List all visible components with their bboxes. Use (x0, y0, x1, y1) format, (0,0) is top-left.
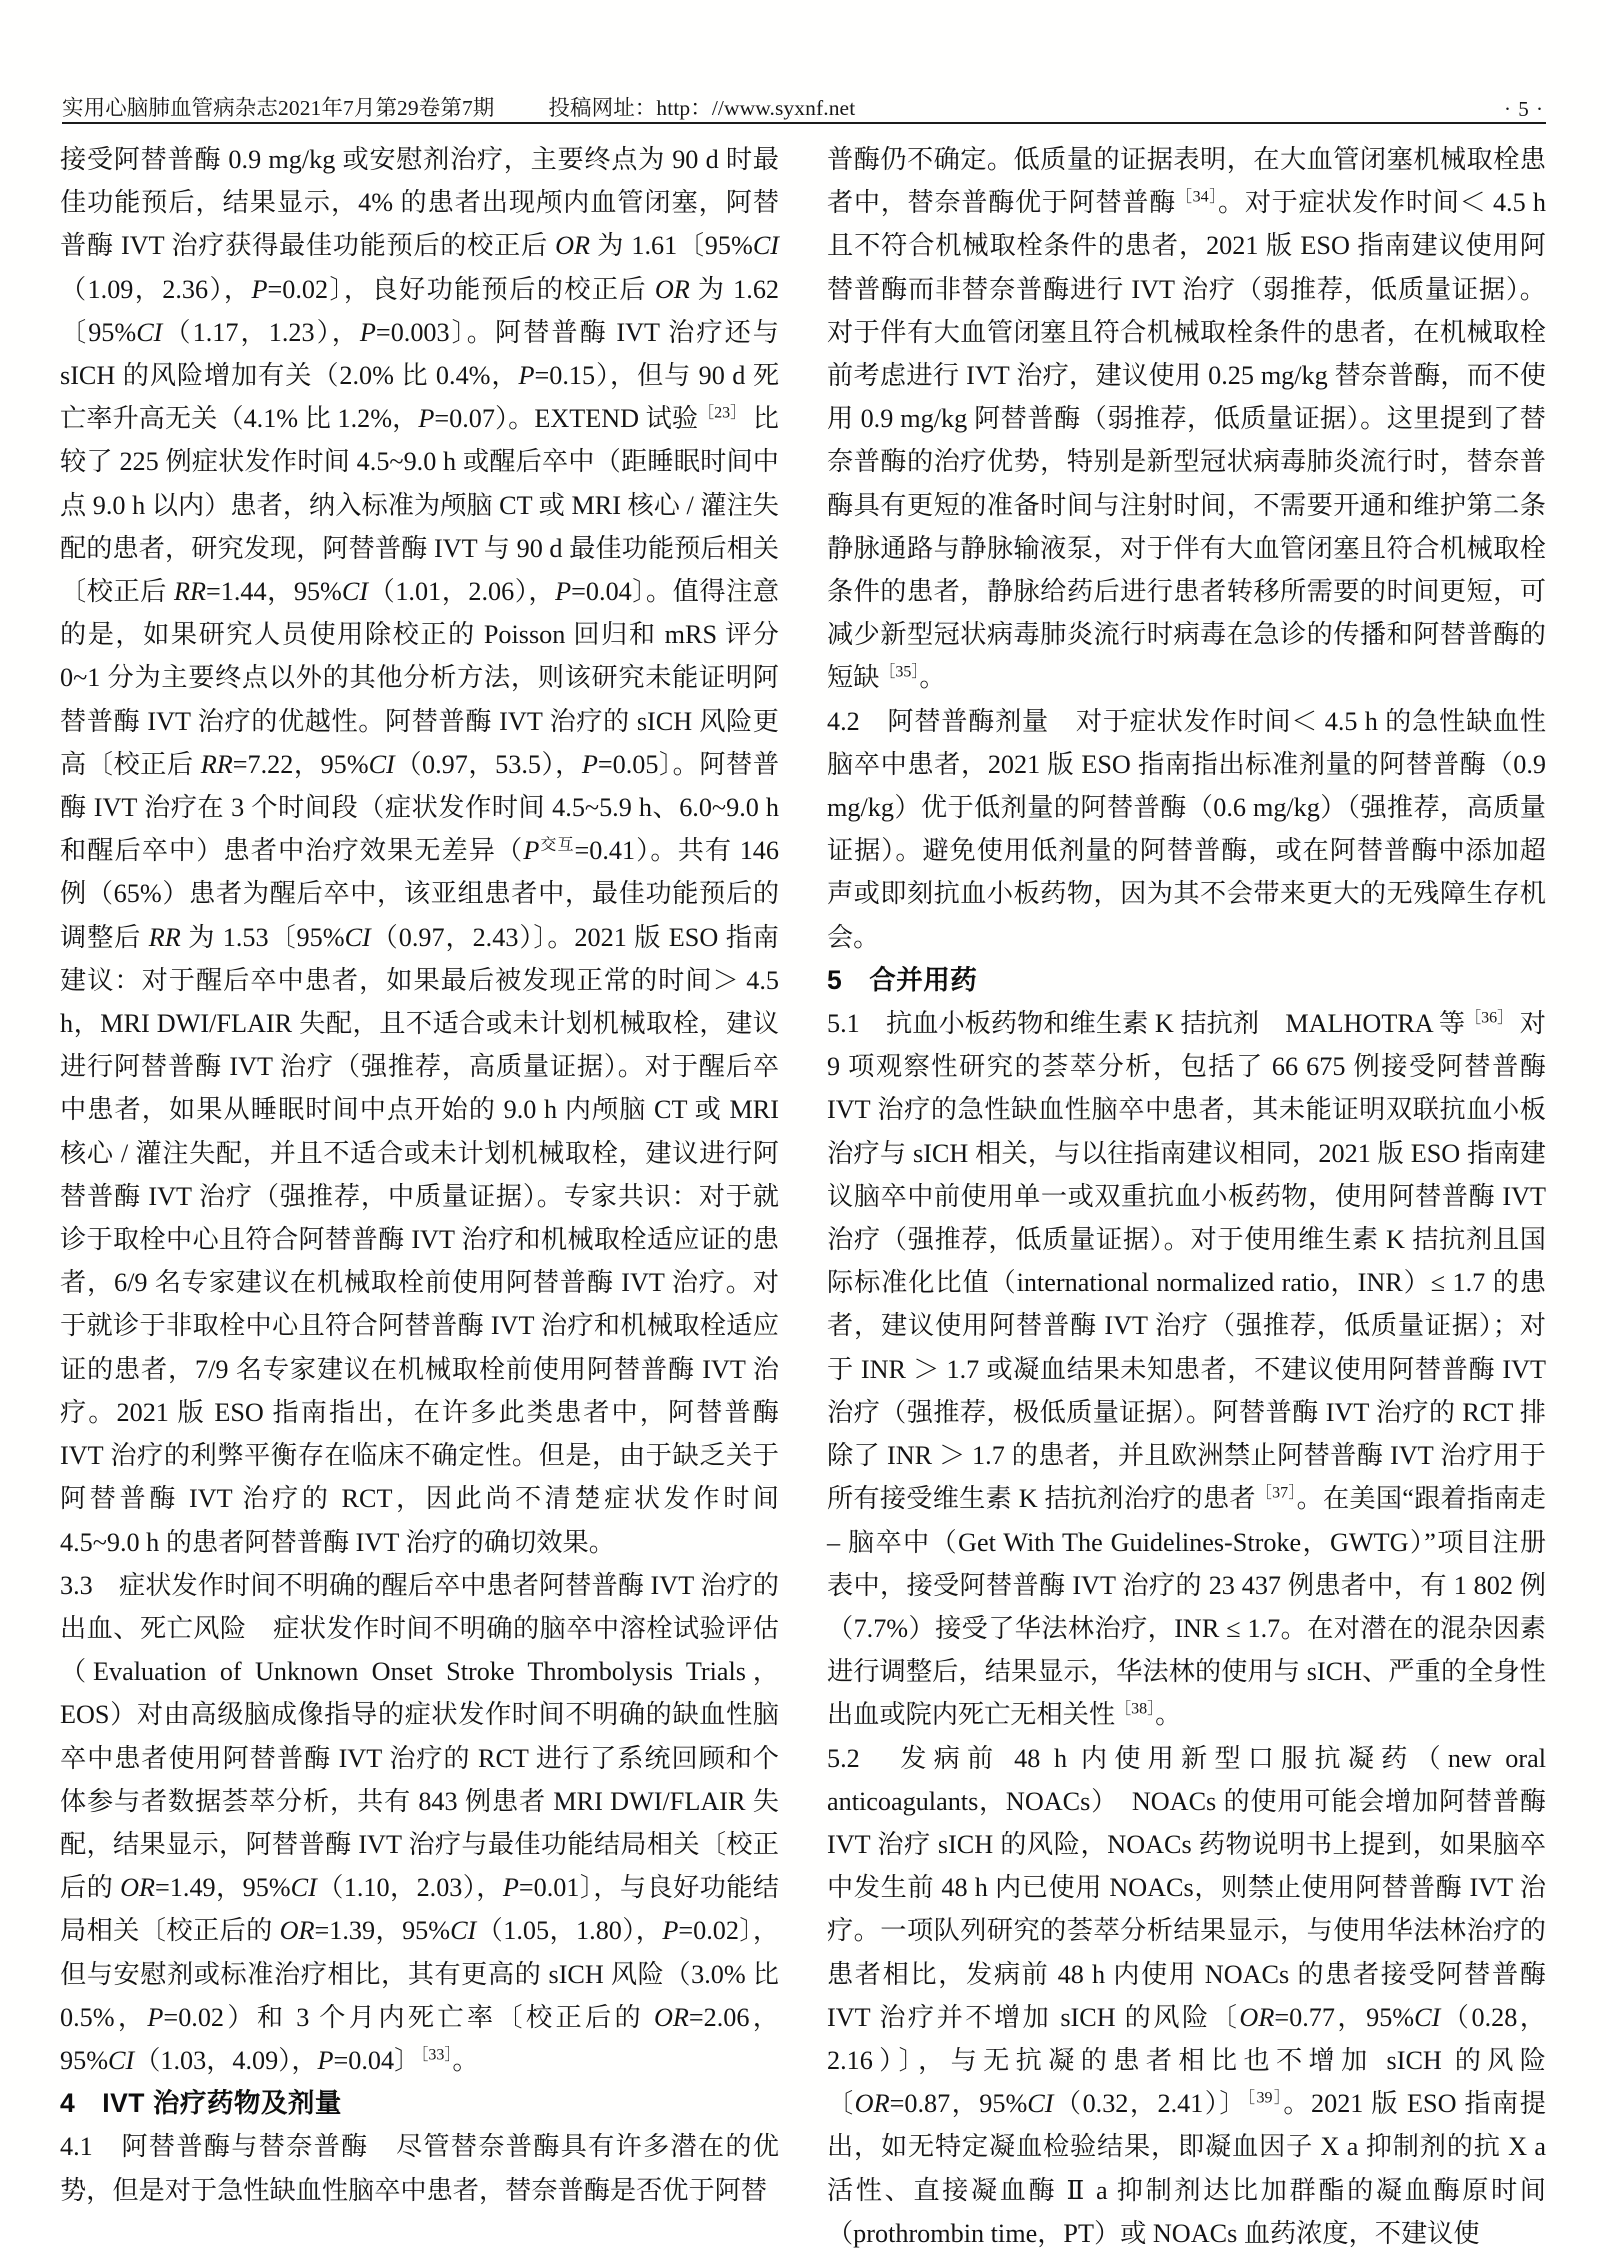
paragraph-section-4-1: 4.1 阿替普酶与替奈普酶 尽管替奈普酶具有许多潜在的优势，但是对于急性缺血性脑卒中患者，替奈普酶是否优于阿替 (60, 2132, 779, 2205)
column-right (827, 138, 1546, 2255)
heading-section-4: 4 IVT 治疗药物及剂量 (60, 2088, 342, 2119)
running-head-journal: 实用心脑肺血管病杂志2021年7月第29卷第7期 (62, 96, 495, 120)
page-number: · 5 · (1504, 97, 1544, 121)
paragraph-section-4-2: 4.2 阿替普酶剂量 对于症状发作时间＜ 4.5 h 的急性缺血性脑卒中患者，2021 版 ESO 指南指出标准剂量的阿替普酶（0.9 mg/kg）优于低剂量的阿替普酶（0.6 mg/kg）（强推荐，高质量证据）。避免使用低剂量的阿替普酶，或在阿替普酶中添加超声或即刻抗血小板药物，因为其不会带来更大的无残障生存机会。 (827, 706, 1546, 952)
column-left (60, 138, 779, 2212)
paragraph-section-5-1: 5.1 抗血小板药物和维生素 K 拮抗剂 MALHOTRA 等$^{[36]}$ 对 9 项观察性研究的荟萃分析，包括了 66 675 例接受阿替普酶 IVT 治疗的急性缺血性脑卒中患者，其未能证明双联抗血小板治疗与 sICH 相关，与以往指南建议相同，2021 版 ESO 指南建议脑卒中前使用单一或双重抗血小板药物，使用阿替普酶 IVT 治疗（强推荐，低质量证据）。对于使用维生素 K 拮抗剂且国际标准化比值（international normalized ratio，INR）≤ 1.7 的患者，建议使用阿替普酶 IVT 治疗（强推荐，低质量证据）；对于 INR ＞ 1.7 或凝血结果未知患者，不建议使用阿替普酶 IVT 治疗（强推荐，极低质量证据）。阿替普酶 IVT 治疗的 RCT 排除了 INR ＞ 1.7 的患者，并且欧洲禁止阿替普酶 IVT 治疗用于所有接受维生素 K 拮抗剂治疗的患者$^{[37]}$。在美国“跟着指南走 – 脑卒中（Get With The Guidelines-Stroke，GWTG）”项目注册表中，接受阿替普酶 IVT 治疗的 23 437 例患者中，有 1 802 例（7.7%）接受了华法林治疗，INR ≤ 1.7。在对潜在的混杂因素进行调整后，结果显示，华法林的使用与 sICH、严重的全身性出血或院内死亡无相关性$^{[38]}$。 (827, 1009, 1546, 1730)
paragraph: 接受阿替普酶 0.9 mg/kg 或安慰剂治疗，主要终点为 90 d 时最佳功能预后，结果显示，4% 的患者出现颅内血管闭塞，阿替普酶 IVT 治疗获得最佳功能预后的校正后 OR 为 1.61〔95%CI（1.09，2.36），P=0.02〕，良好功能预后的校正后 OR 为 1.62〔95%CI（1.17，1.23），P=0.003〕。阿替普酶 IVT 治疗还与 sICH 的风险增加有关（2.0% 比 0.4%，P=0.15），但与 90 d 死亡率升高无关（4.1% 比 1.2%，P=0.07）。EXTEND 试验$^{[23]}$ 比较了 225 例症状发作时间 4.5~9.0 h 或醒后卒中（距睡眠时间中点 9.0 h 以内）患者，纳入标准为颅脑 CT 或 MRI 核心 / 灌注失配的患者，研究发现，阿替普酶 IVT 与 90 d 最佳功能预后相关〔校正后 RR=1.44，95%CI（1.01，2.06），P=0.04〕。值得注意的是，如果研究人员使用除校正的 Poisson 回归和 mRS 评分 0~1 分为主要终点以外的其他分析方法，则该研究未能证明阿替普酶 IVT 治疗的优越性。阿替普酶 IVT 治疗的 sICH 风险更高〔校正后 RR=7.22，95%CI（0.97，53.5），P=0.05〕。阿替普酶 IVT 治疗在 3 个时间段（症状发作时间 4.5~5.9 h、6.0~9.0 h 和醒后卒中）患者中治疗效果无差异$(P^{交互}=0.41)$。共有 146 例（65%）患者为醒后卒中，该亚组患者中，最佳功能预后的调整后 RR 为 1.53〔95%CI（0.97，2.43）〕。2021 版 ESO 指南建议：对于醒后卒中患者，如果最后被发现正常的时间＞ 4.5 h，MRI DWI/FLAIR 失配，且不适合或未计划机械取栓，建议进行阿替普酶 IVT 治疗（强推荐，高质量证据）。对于醒后卒中患者，如果从睡眠时间中点开始的 9.0 h 内颅脑 CT 或 MRI 核心 / 灌注失配，并且不适合或未计划机械取栓，建议进行阿替普酶 IVT 治疗（强推荐，中质量证据）。专家共识：对于就诊于取栓中心且符合阿替普酶 IVT 治疗和机械取栓适应证的患者，6/9 名专家建议在机械取栓前使用阿替普酶 IVT 治疗。对于就诊于非取栓中心且符合阿替普酶 IVT 治疗和机械取栓适应证的患者，7/9 名专家建议在机械取栓前使用阿替普酶 IVT 治疗。2021 版 ESO 指南指出，在许多此类患者中，阿替普酶 IVT 治疗的利弊平衡存在临床不确定性。但是，由于缺乏关于阿替普酶 IVT 治疗的 RCT，因此尚不清楚症状发作时间 4.5~9.0 h 的患者阿替普酶 IVT 治疗的确切效果。 (60, 145, 780, 1557)
running-head (62, 88, 1544, 122)
heading-section-5: 5 合并用药 (827, 964, 978, 995)
header-rule (62, 122, 1546, 124)
running-head-submission-url: 投稿网址：http：//www.syxnf.net (548, 96, 856, 120)
paragraph-section-5-2: 5.2 发病前 48 h 内使用新型口服抗凝药（new oral anticoagulants，NOACs） NOACs 的使用可能会增加阿替普酶 IVT 治疗 sICH 的风险，NOACs 药物说明书上提到，如果脑卒中发生前 48 h 内已使用 NOACs，则禁止使用阿替普酶 IVT 治疗。一项队列研究的荟萃分析结果显示，与使用华法林治疗的患者相比，发病前 48 h 内使用 NOACs 的患者接受阿替普酶 IVT 治疗并不增加 sICH 的风险〔OR=0.77，95%CI（0.28，2.16）〕，与无抗凝的患者相比也不增加 sICH 的风险〔OR=0.87，95%CI（0.32，2.41）〕$^{[39]}$。2021 版 ESO 指南提出，如无特定凝血检验结果，即凝血因子 X a 抑制剂的抗 X a 活性、直接凝血酶 Ⅱ a 抑制剂达比加群酯的凝血酶原时间（prothrombin time，PT）或 NOACs 血药浓度，不建议使 (827, 1743, 1546, 2248)
paragraph: 普酶仍不确定。低质量的证据表明，在大血管闭塞机械取栓患者中，替奈普酶优于阿替普酶$^{[34]}$。对于症状发作时间＜ 4.5 h 且不符合机械取栓条件的患者，2021 版 ESO 指南建议使用阿替普酶而非替奈普酶进行 IVT 治疗（弱推荐，低质量证据）。对于伴有大血管闭塞且符合机械取栓条件的患者，在机械取栓前考虑进行 IVT 治疗，建议使用 0.25 mg/kg 替奈普酶，而不使用 0.9 mg/kg 阿替普酶（弱推荐，低质量证据）。这里提到了替奈普酶的治疗优势，特别是新型冠状病毒肺炎流行时，替奈普酶具有更短的准备时间与注射时间，不需要开通和维护第二条静脉通路与静脉输液泵，对于伴有大血管闭塞且符合机械取栓条件的患者，静脉给药后进行患者转移所需要的时间更短，可减少新型冠状病毒肺炎流行时病毒在急诊的传播和阿替普酶的短缺$^{[35]}$。 (827, 145, 1546, 693)
paragraph-section-3-3: 3.3 症状发作时间不明确的醒后卒中患者阿替普酶 IVT 治疗的出血、死亡风险 症状发作时间不明确的脑卒中溶栓试验评估（Evaluation of Unknown Onset Stroke Thrombolysis Trials，EOS）对由高级脑成像指导的症状发作时间不明确的缺血性脑卒中患者使用阿替普酶 IVT 治疗的 RCT 进行了系统回顾和个体参与者数据荟萃分析，共有 843 例患者 MRI DWI/FLAIR 失配，结果显示，阿替普酶 IVT 治疗与最佳功能结局相关〔校正后的 OR=1.49，95%CI（1.10，2.03），P=0.01〕，与良好功能结局相关〔校正后的 OR=1.39，95%CI（1.05，1.80），P=0.02〕，但与安慰剂或标准治疗相比，其有更高的 sICH 风险（3.0% 比 0.5%，P=0.02）和 3 个月内死亡率〔校正后的 OR=2.06，95%CI（1.03，4.09），P=0.04〕$^{[33]}$。 (60, 1570, 780, 2075)
